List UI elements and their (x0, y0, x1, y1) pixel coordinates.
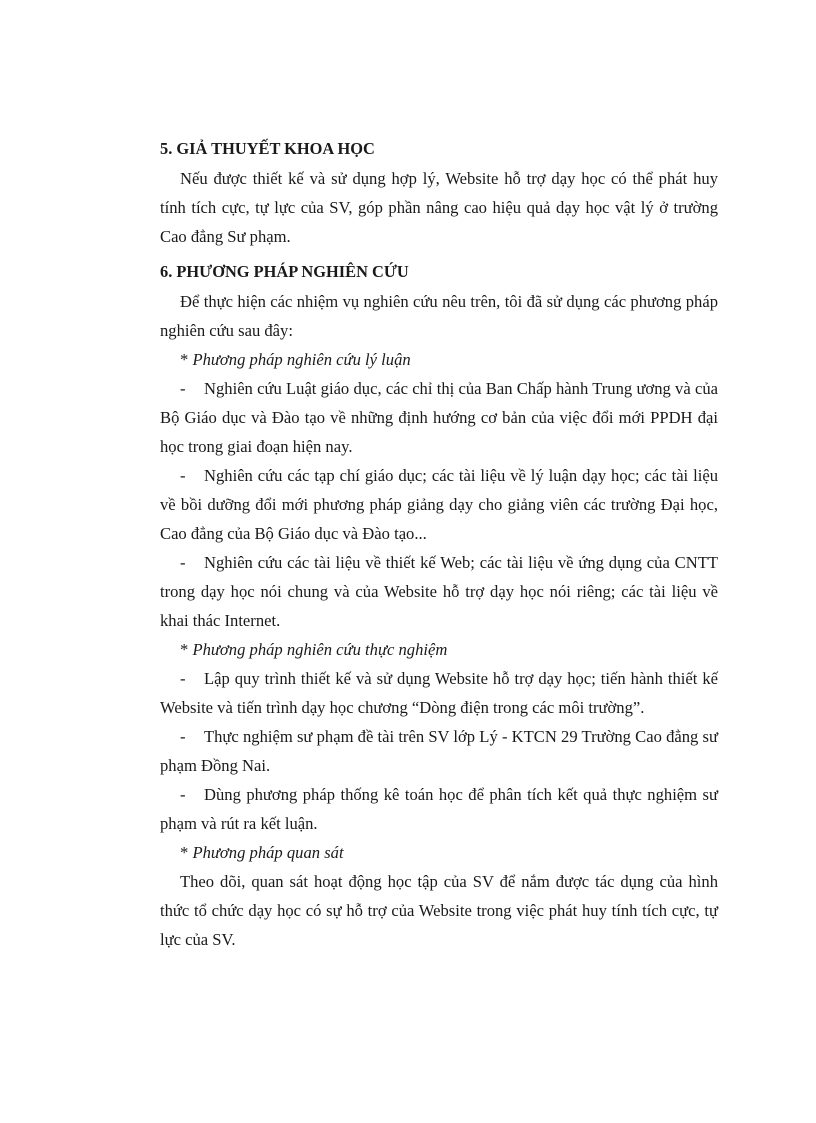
experimental-item-2 (160, 722, 718, 780)
experimental-item-3 (160, 780, 718, 838)
experimental-item-3-text: Dùng phương pháp thống kê toán học để phân tích kết quả thực nghiệm sư phạm và rút ra kết luận. (160, 785, 718, 833)
observation-label: Phương pháp quan sát (192, 843, 344, 862)
theory-item-3-text: Nghiên cứu các tài liệu về thiết kế Web; các tài liệu về ứng dụng của CNTT trong dạy học nói chung và của Website hỗ trợ dạy học nói riêng; các tài liệu về khai thác Internet. (160, 553, 718, 630)
observation-paragraph: Theo dõi, quan sát hoạt động học tập của SV để nắm được tác dụng của hình thức tổ chức dạy học có sự hỗ trợ của Website trong việc phát huy tính tích cực, tự lực của SV. (160, 872, 718, 949)
dash-marker: - (180, 379, 186, 398)
dash-marker: - (180, 553, 186, 572)
experimental-item-1 (160, 664, 718, 722)
experimental-item-1-text: Lập quy trình thiết kế và sử dụng Website hỗ trợ dạy học; tiến hành thiết kế Website và tiến trình dạy học chương “Dòng điện trong các môi trường”. (160, 669, 718, 717)
dash-marker: - (180, 785, 186, 804)
theory-item-3 (160, 548, 718, 635)
page-content (160, 134, 718, 954)
section-5-heading: 5. GIẢ THUYẾT KHOA HỌC (160, 139, 375, 158)
theory-label: Phương pháp nghiên cứu lý luận (192, 350, 411, 369)
theory-star: * (180, 350, 189, 369)
theory-item-2 (160, 461, 718, 548)
observation-star: * (180, 843, 189, 862)
theory-method-label (160, 345, 718, 374)
section-6-heading: 6. PHƯƠNG PHÁP NGHIÊN CỨU (160, 262, 409, 281)
theory-item-1 (160, 374, 718, 461)
experimental-star: * (180, 640, 189, 659)
observation-method-label (160, 838, 718, 867)
experimental-item-2-text: Thực nghiệm sư phạm đề tài trên SV lớp Lý - KTCN 29 Trường Cao đẳng sư phạm Đồng Nai. (160, 727, 718, 775)
section-6-intro: Để thực hiện các nhiệm vụ nghiên cứu nêu trên, tôi đã sử dụng các phương pháp nghiên cứu sau đây: (160, 292, 718, 340)
dash-marker: - (180, 669, 186, 688)
section-5-paragraph: Nếu được thiết kế và sử dụng hợp lý, Website hỗ trợ dạy học có thể phát huy tính tích cực, tự lực của SV, góp phần nâng cao hiệu quả dạy học vật lý ở trường Cao đẳng Sư phạm. (160, 169, 718, 246)
theory-item-1-text: Nghiên cứu Luật giáo dục, các chỉ thị của Ban Chấp hành Trung ương và của Bộ Giáo dục và Đào tạo về những định hướng cơ bản của việc đổi mới PPDH đại học trong giai đoạn hiện nay. (160, 379, 718, 456)
experimental-label: Phương pháp nghiên cứu thực nghiệm (192, 640, 448, 659)
dash-marker: - (180, 466, 186, 485)
dash-marker: - (180, 727, 186, 746)
experimental-method-label (160, 635, 718, 664)
theory-item-2-text: Nghiên cứu các tạp chí giáo dục; các tài liệu về lý luận dạy học; các tài liệu về bồi dưỡng đổi mới phương pháp giảng dạy cho giảng viên các trường Đại học, Cao đẳng của Bộ Giáo dục và Đào tạo... (160, 466, 718, 543)
